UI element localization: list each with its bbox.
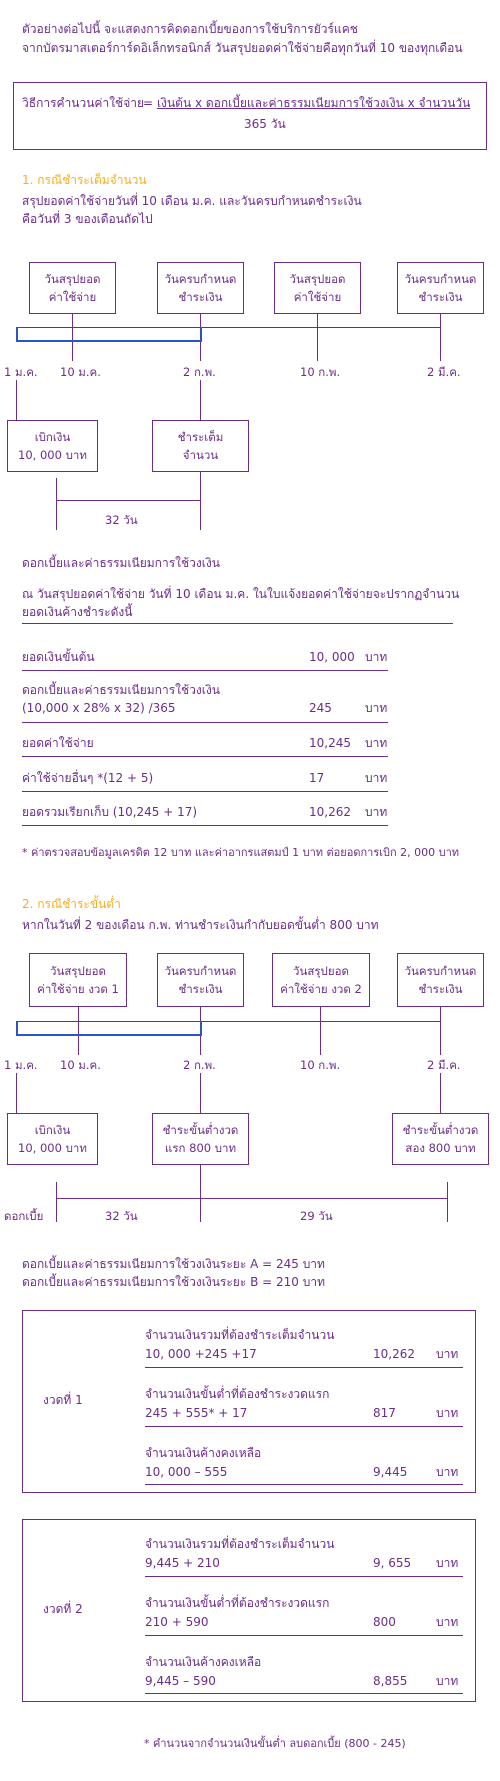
case2-date-feb10: 10 ก.พ.	[300, 1058, 341, 1072]
case2-desc: หากในวันที่ 2 ของเดือน ก.พ. ท่านชำระเงินกำกับยอดขั้นต่ำ 800 บาท	[22, 918, 379, 932]
case2-date-jan1: 1 ม.ค.	[4, 1058, 38, 1072]
case2-connector-4	[440, 1007, 441, 1055]
case1-row-label: ยอดรวมเรียกเก็บ (10,245 + 17)	[22, 805, 198, 819]
case1-row-label: ค่าใช้จ่ายอื่นๆ *(12 + 5)	[22, 771, 154, 785]
period-row-rule	[145, 1576, 463, 1577]
period-row-amount: 8,855	[373, 1674, 408, 1688]
case1-box-full-payment: ชำระเต็ม จำนวน	[152, 420, 249, 472]
case2-connector-3	[320, 1007, 321, 1055]
case1-timeline-axis	[16, 327, 440, 328]
case1-interest-title: ดอกเบี้ยและค่าธรรมเนียมการใช้วงเงิน	[22, 556, 220, 570]
case1-footnote: * ค่าตรวจสอบข้อมูลเครดิต 12 บาท และค่าอากรแสตมป์ 1 บาท ต่อยอดการเบิก 2, 000 บาท	[22, 846, 460, 859]
case1-row-rule	[22, 722, 388, 723]
case2-drop-1	[16, 1073, 17, 1113]
formula-numerator: เงินต้น x ดอกเบี้ยและค่าธรรมเนียมการใช้วงเงิน x จำนวนวัน	[157, 96, 471, 110]
case2-interest-axis-label: ดอกเบี้ย	[4, 1209, 44, 1223]
case1-desc-2: คือวันที่ 3 ของเดือนถัดไป	[22, 212, 153, 226]
case1-row-amount: 10,262	[309, 805, 351, 819]
case1-row-sublabel: (10,000 x 28% x 32) /365	[22, 701, 176, 715]
case1-row-amount: 17	[309, 771, 325, 785]
case1-title: 1. กรณีชำระเต็มจำนวน	[22, 173, 147, 187]
period-2-box	[22, 1519, 476, 1702]
case1-row-rule	[22, 756, 388, 757]
formula-denominator: 365 วัน	[244, 117, 286, 131]
case1-row-rule	[22, 825, 388, 826]
case2-box-statement-2: วันสรุปยอด ค่าใช้จ่าย งวด 2	[272, 953, 370, 1007]
period-1-box	[22, 1310, 476, 1493]
period-row-unit: บาท	[436, 1556, 459, 1570]
case2-days-line	[56, 1198, 448, 1199]
period-row-calc: 210 + 590	[145, 1615, 209, 1629]
case1-row-unit: บาท	[365, 771, 388, 785]
case1-row-unit: บาท	[365, 701, 388, 715]
period-row-rule	[145, 1484, 463, 1485]
case2-days-1: 32 วัน	[105, 1209, 138, 1223]
period-row-amount: 9, 655	[373, 1556, 412, 1570]
case1-box-withdraw: เบิกเงิน 10, 000 บาท	[7, 420, 98, 472]
case1-days-label: 32 วัน	[105, 513, 138, 527]
case1-row-rule	[22, 670, 388, 671]
case2-box-min-payment-1: ชำระขั้นต่ำงวด แรก 800 บาท	[152, 1113, 249, 1165]
case1-row-label: ยอดเงินขั้นต้น	[22, 650, 95, 664]
period-row-amount: 800	[373, 1615, 396, 1629]
period-row-unit: บาท	[436, 1347, 459, 1361]
period-row-title: จำนวนเงินค้างคงเหลือ	[145, 1446, 262, 1460]
case1-days-line	[56, 500, 201, 501]
period-row-unit: บาท	[436, 1615, 459, 1629]
case2-drop-2	[200, 1073, 201, 1113]
period-row-unit: บาท	[436, 1465, 459, 1479]
case2-drop-3	[440, 1073, 441, 1113]
case1-interest-desc-2: ยอดเงินค้างชำระดังนี้	[22, 605, 133, 619]
case1-row-rule	[22, 791, 388, 792]
case1-desc-1: สรุปยอดค่าใช้จ่ายวันที่ 10 เดือน ม.ค. และวันครบกำหนดชำระเงิน	[22, 194, 362, 208]
case1-drop-1	[16, 380, 17, 420]
case2-date-mar2: 2 มี.ค.	[427, 1058, 461, 1072]
case2-period-bracket	[16, 1034, 202, 1036]
case1-box-statement-date-1: วันสรุปยอด ค่าใช้จ่าย	[29, 262, 116, 314]
period-row-rule	[145, 1367, 463, 1368]
case1-row-amount: 10, 000	[309, 650, 355, 664]
case2-interest-b: ดอกเบี้ยและค่าธรรมเนียมการใช้วงเงินระยะ B = 210 บาท	[22, 1275, 325, 1289]
case1-interest-desc-1: ณ วันสรุปยอดค่าใช้จ่าย วันที่ 10 เดือน ม.ค. ในใบแจ้งยอดค่าใช้จ่ายจะปรากฏจำนวน	[22, 587, 460, 601]
case2-connector-1	[78, 1007, 79, 1055]
case1-days-tick-right	[200, 472, 201, 530]
case1-row-amount: 10,245	[309, 736, 351, 750]
case1-bracket-left	[16, 327, 18, 342]
period-row-title: จำนวนเงินขั้นต่ำที่ต้องชำระงวดแรก	[145, 1387, 330, 1401]
case1-box-statement-date-2: วันสรุปยอด ค่าใช้จ่าย	[274, 262, 361, 314]
case2-bracket-left	[16, 1021, 18, 1036]
case1-box-due-date-1: วันครบกำหนด ชำระเงิน	[157, 262, 244, 314]
case2-box-due-1: วันครบกำหนด ชำระเงิน	[157, 953, 244, 1007]
case1-box-due-date-2: วันครบกำหนด ชำระเงิน	[397, 262, 484, 314]
case1-connector-1	[72, 314, 73, 361]
period-row-title: จำนวนเงินขั้นต่ำที่ต้องชำระงวดแรก	[145, 1596, 330, 1610]
period-row-rule	[145, 1426, 463, 1427]
period-row-title: จำนวนเงินรวมที่ต้องชำระเต็มจำนวน	[145, 1537, 335, 1551]
case2-interest-a: ดอกเบี้ยและค่าธรรมเนียมการใช้วงเงินระยะ A = 245 บาท	[22, 1257, 325, 1271]
case2-days-tick-right	[447, 1182, 448, 1222]
case1-row-unit: บาท	[365, 736, 388, 750]
period-row-title: จำนวนเงินค้างคงเหลือ	[145, 1655, 262, 1669]
case2-days-tick-mid	[200, 1165, 201, 1222]
period-row-calc: 10, 000 – 555	[145, 1465, 228, 1479]
case1-bracket-right	[200, 327, 202, 342]
case1-table-top-rule	[22, 623, 453, 624]
case1-row-unit: บาท	[365, 650, 388, 664]
formula-box	[13, 82, 487, 150]
case2-date-jan10: 10 ม.ค.	[60, 1058, 101, 1072]
case1-date-feb10: 10 ก.พ.	[300, 365, 341, 379]
intro-line-2: จากบัตรมาสเตอร์การ์ดอิเล็กทรอนิกส์ วันสรุปยอดค่าใช้จ่ายคือทุกวันที่ 10 ของทุกเดือน	[22, 41, 463, 55]
case1-date-jan10: 10 ม.ค.	[60, 365, 101, 379]
case1-date-jan1: 1 ม.ค.	[4, 365, 38, 379]
case1-row-label: ดอกเบี้ยและค่าธรรมเนียมการใช้วงเงิน	[22, 683, 220, 697]
period-row-amount: 10,262	[373, 1347, 415, 1361]
case2-date-feb2: 2 ก.พ.	[183, 1058, 216, 1072]
period-row-rule	[145, 1693, 463, 1694]
period-row-calc: 9,445 + 210	[145, 1556, 220, 1570]
case2-footnote: * คำนวนจากจำนวนเงินขั้นต่ำ ลบดอกเบี้ย (800 - 245)	[144, 1737, 406, 1750]
period-row-title: จำนวนเงินรวมที่ต้องชำระเต็มจำนวน	[145, 1328, 335, 1342]
case1-period-bracket	[16, 340, 202, 342]
period-row-calc: 9,445 – 590	[145, 1674, 216, 1688]
case1-row-label: ยอดค่าใช้จ่าย	[22, 736, 94, 750]
case1-date-mar2: 2 มี.ค.	[427, 365, 461, 379]
intro-line-1: ตัวอย่างต่อไปนี้ จะแสดงการคิดดอกเบี้ยของการใช้บริการยัวร์แคช	[22, 22, 358, 36]
case1-connector-3	[317, 314, 318, 361]
case2-box-statement-1: วันสรุปยอด ค่าใช้จ่าย งวด 1	[29, 953, 127, 1007]
case2-days-tick-left	[56, 1182, 57, 1222]
period-row-unit: บาท	[436, 1674, 459, 1688]
case1-date-feb2: 2 ก.พ.	[183, 365, 216, 379]
case1-connector-4	[440, 314, 441, 361]
period-row-rule	[145, 1635, 463, 1636]
case1-row-unit: บาท	[365, 805, 388, 819]
period-row-calc: 10, 000 +245 +17	[145, 1347, 257, 1361]
period-row-amount: 9,445	[373, 1465, 408, 1479]
case2-days-2: 29 วัน	[300, 1209, 333, 1223]
period-row-unit: บาท	[436, 1406, 459, 1420]
case2-box-withdraw: เบิกเงิน 10, 000 บาท	[7, 1113, 98, 1165]
period-row-amount: 817	[373, 1406, 396, 1420]
period-row-calc: 245 + 555* + 17	[145, 1406, 248, 1420]
formula-label: วิธีการคำนวนค่าใช้จ่าย	[22, 96, 144, 110]
formula-equals: =	[143, 96, 154, 110]
case2-box-due-2: วันครบกำหนด ชำระเงิน	[397, 953, 484, 1007]
period-label: งวดที่ 2	[43, 1602, 83, 1616]
case2-bracket-right	[200, 1021, 202, 1036]
case2-box-min-payment-2: ชำระขั้นต่ำงวด สอง 800 บาท	[392, 1113, 489, 1165]
case1-drop-2	[200, 380, 201, 420]
case2-title: 2. กรณีชำระขั้นต่ำ	[22, 897, 121, 911]
case1-row-amount: 245	[309, 701, 332, 715]
case1-days-tick-left	[56, 478, 57, 530]
period-label: งวดที่ 1	[43, 1393, 83, 1407]
case2-timeline-axis	[16, 1021, 440, 1022]
